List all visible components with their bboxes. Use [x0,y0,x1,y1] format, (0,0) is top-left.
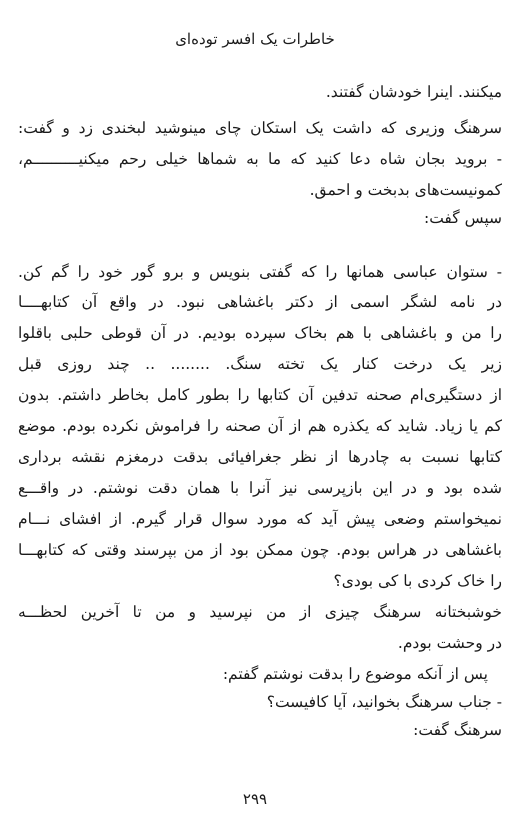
text-line-17: خوشبختانه سرهنگ چیزی از من نپرسید و من تا آخرین لحظـــه [18,603,502,621]
text-line-2: سرهنگ وزیری که داشت یک استکان چای مینوشید لبخندی زد و گفت: [18,119,502,137]
text-line-11: کم یا زیاد. شاید که یکذره هم از آن صحنه را فراموش نکرده بودم. موضع [18,417,502,435]
text-line-10: از دستگیری‌ام صحنه تدفین آن کتابها را بطور کامل بخاطر داشتم. بدون [18,386,502,404]
text-line-19: پس از آنکه موضوع را بدقت نوشتم گفتم: [222,665,488,683]
text-line-12: کتابها نسبت به چادرها از نظر جغرافیائی بدقت درمغزم نقشه برداری [18,448,502,466]
text-line-6: - ستوان عباسی همانها را که گفتی بنویس و برو گور خود را گم کن. [18,263,502,281]
text-line-13: شده بود و در این بازپرسی نیز آنرا با همان دقت نوشتم. در واقـــع [18,479,502,497]
text-line-4: کمونیست‌های بدبخت و احمق. [309,181,502,199]
text-line-15: باغشاهی در هراس بودم. چون ممکن بود از من بپرسند وقتی که کتابهـــا [18,541,502,559]
text-line-20: - جناب سرهنگ بخوانید، آیا کافیست؟ [266,693,502,711]
running-header: خاطرات یک افسر توده‌ای [175,30,335,48]
text-line-21: سرهنگ گفت: [413,721,502,739]
text-line-3: - بروید بجان شاه دعا کنید که ما به شماها خیلی رحم میکنیــــــــــم، [18,150,502,168]
text-line-18: در وحشت بودم. [397,634,502,652]
text-line-14: نمیخواستم وضعی پیش آید که مورد سوال قرار گیرم. از افشای نـــام [18,510,502,528]
text-line-1: میکنند. اینرا خودشان گفتند. [325,83,502,101]
text-line-5: سپس گفت: [423,209,502,227]
text-line-8: را من و باغشاهی با هم بخاک سپرده بودیم. در آن قوطی حلبی باقلوا [18,324,502,342]
text-line-9: زیر یک درخت کنار یک تخته سنگ. ........ .. چند روزی قبل [18,355,502,373]
text-line-7: در نامه لشگر اسمی از دکتر باغشاهی نبود. در واقع آن کتابهــــا [18,293,502,311]
text-line-16: را خاک کردی با کی بودی؟ [333,572,502,590]
page-number: ۲۹۹ [242,790,268,808]
